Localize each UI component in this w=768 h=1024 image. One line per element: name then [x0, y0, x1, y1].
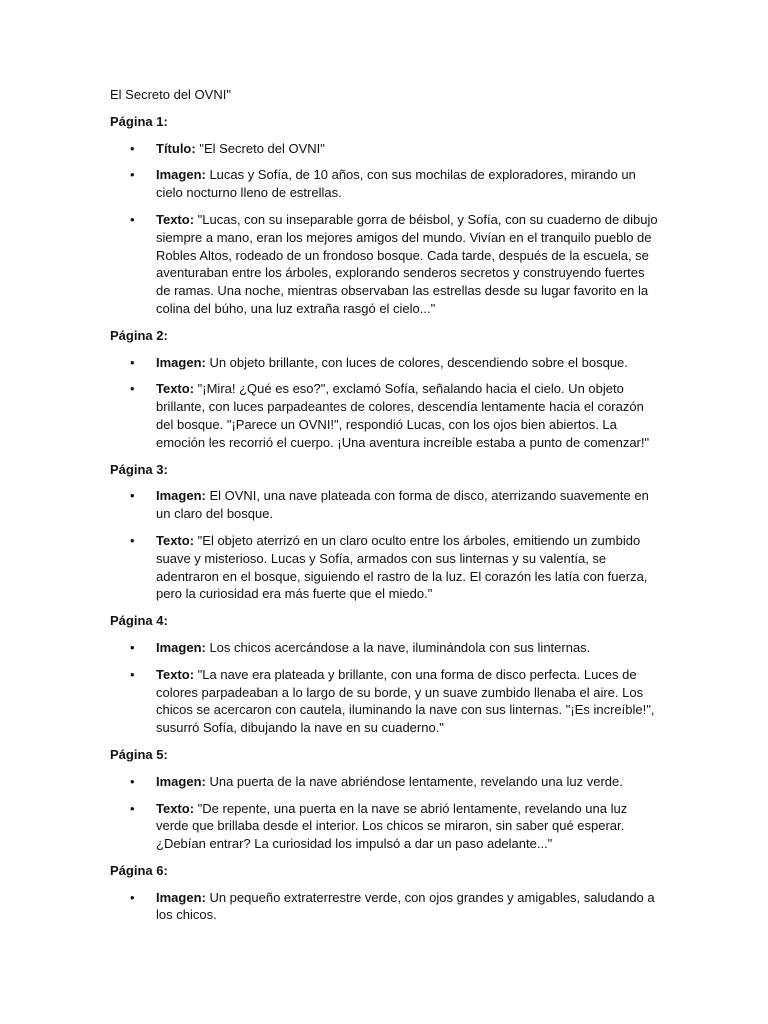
bullet-icon: •: [130, 488, 135, 504]
item-label: Imagen:: [156, 773, 206, 789]
list-item: [110, 639, 662, 657]
item-label: Título:: [156, 140, 196, 156]
item-text: "Lucas, con su inseparable gorra de béisbol, y Sofía, con su cuaderno de dibujo siempre a mano, eran los mejores amigos del mundo. Vivían en el tranquilo pueblo de Robles Altos, rodeado de un frondoso bosque. Cada tarde, después de la escuela, se aventuraban entre los árboles, explorando senderos secretos y construyendo fuertes de ramas. Una noche, mientras observaban las estrellas desde su lugar favorito en la colina del búho, una luz extraña rasgó el cielo...": [156, 211, 658, 316]
item-label: Imagen:: [156, 488, 206, 504]
bullet-icon: •: [130, 381, 135, 397]
page-item-list: [110, 773, 662, 853]
bullet-icon: •: [130, 140, 135, 156]
item-label: Imagen:: [156, 639, 206, 655]
document-title: El Secreto del OVNI": [110, 87, 231, 102]
bullet-icon: •: [130, 167, 135, 183]
document-sections: [110, 113, 662, 924]
list-item: [110, 380, 662, 451]
page-item-list: [110, 354, 662, 452]
bullet-icon: •: [130, 354, 135, 370]
page-heading: Página 6:: [110, 862, 168, 878]
item-label: Texto:: [156, 532, 195, 548]
list-item: [110, 211, 662, 318]
bullet-icon: •: [130, 666, 135, 682]
item-text: Un pequeño extraterrestre verde, con ojos grandes y amigables, saludando a los chicos.: [156, 889, 655, 923]
list-item: [110, 354, 662, 372]
item-text: "El Secreto del OVNI": [195, 140, 325, 156]
item-label: Texto:: [156, 800, 195, 816]
item-label: Texto:: [156, 381, 195, 397]
item-label: Texto:: [156, 211, 195, 227]
item-text: "¡Mira! ¿Qué es eso?", exclamó Sofía, señalando hacia el cielo. Un objeto brillante, con luces parpadeantes de colores, descendía lentamente hacia el corazón del bosque. "¡Parece un OVNI!", respondió Lucas, con los ojos bien abiertos. La emoción les recorrió el cuerpo. ¡Una aventura increíble estaba a punto de comenzar!": [156, 381, 650, 450]
page-heading: Página 1:: [110, 113, 168, 129]
item-label: Imagen:: [156, 354, 206, 370]
list-item: [110, 532, 662, 603]
bullet-icon: •: [130, 889, 135, 905]
list-item: [110, 166, 662, 202]
item-text: Una puerta de la nave abriéndose lentamente, revelando una luz verde.: [205, 773, 623, 789]
item-label: Texto:: [156, 666, 195, 682]
item-label: Imagen:: [156, 889, 206, 905]
bullet-icon: •: [130, 639, 135, 655]
page-heading: Página 4:: [110, 613, 168, 629]
bullet-icon: •: [130, 532, 135, 548]
bullet-icon: •: [130, 773, 135, 789]
list-item: [110, 666, 662, 737]
bullet-icon: •: [130, 800, 135, 816]
list-item: [110, 800, 662, 853]
page-heading: Página 2:: [110, 327, 168, 343]
page-item-list: [110, 487, 662, 603]
page-item-list: [110, 140, 662, 318]
page-item-list: [110, 889, 662, 925]
item-text: El OVNI, una nave plateada con forma de disco, aterrizando suavemente en un claro del bosque.: [156, 488, 649, 522]
item-text: "El objeto aterrizó en un claro oculto entre los árboles, emitiendo un zumbido suave y misterioso. Lucas y Sofía, armados con sus linternas y su valentía, se adentraron en el bosque, siguiendo el rastro de la luz. El corazón les latía con fuerza, pero la curiosidad era más fuerte que el miedo.": [156, 532, 648, 602]
item-text: "La nave era plateada y brillante, con una forma de disco perfecta. Luces de colores parpadeaban a lo largo de su borde, y un suave zumbido llenaba el aire. Los chicos se acercaron con cautela, iluminando la nave con sus linternas. "¡Es increíble!", susurró Sofía, dibujando la nave en su cuaderno.": [156, 666, 655, 736]
page-heading: Página 3:: [110, 461, 168, 477]
item-label: Imagen:: [156, 167, 206, 183]
list-item: [110, 487, 662, 523]
document-page: [110, 86, 662, 933]
item-text: "De repente, una puerta en la nave se abrió lentamente, revelando una luz verde que brillaba desde el interior. Los chicos se miraron, sin saber qué esperar. ¿Debían entrar? La curiosidad los impulsó a dar un paso adelante...": [156, 800, 628, 852]
list-item: [110, 773, 662, 791]
list-item: [110, 140, 662, 158]
page-heading: Página 5:: [110, 746, 168, 762]
list-item: [110, 889, 662, 925]
page-item-list: [110, 639, 662, 737]
item-text: Un objeto brillante, con luces de colores, descendiendo sobre el bosque.: [205, 354, 628, 370]
item-text: Lucas y Sofía, de 10 años, con sus mochilas de exploradores, mirando un cielo nocturno lleno de estrellas.: [156, 167, 636, 201]
bullet-icon: •: [130, 211, 135, 227]
item-text: Los chicos acercándose a la nave, iluminándola con sus linternas.: [205, 639, 591, 655]
